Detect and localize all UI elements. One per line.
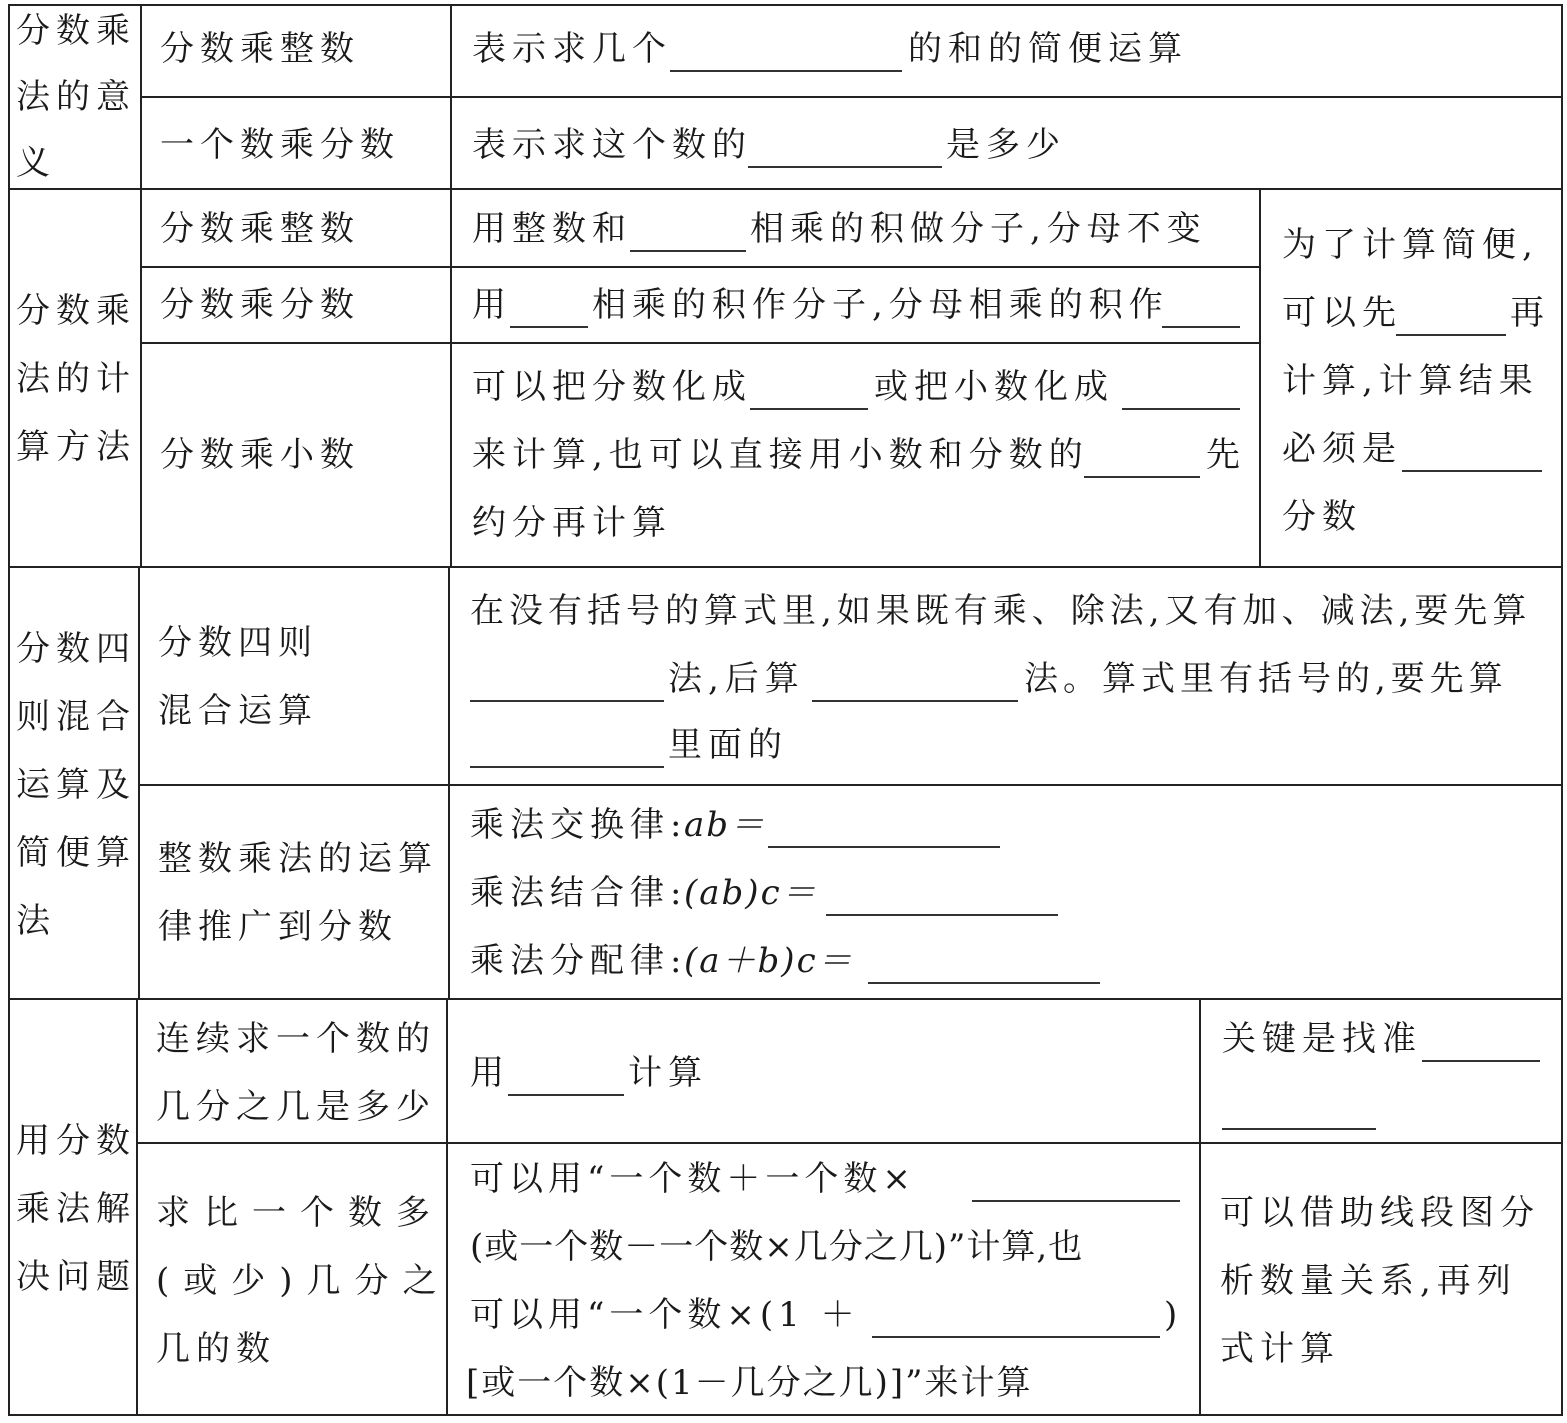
row-name: 连续求一个数的: [156, 1019, 436, 1059]
answer-blank[interactable]: [1084, 476, 1200, 478]
section-divider: [8, 188, 1563, 190]
note-text: 可以先: [1282, 293, 1402, 333]
note-text: 关键是找准: [1222, 1019, 1422, 1059]
answer-blank[interactable]: [872, 1336, 1160, 1338]
category-label: 分数乘: [16, 11, 136, 51]
answer-blank[interactable]: [670, 70, 902, 72]
row-desc: 可以用“一个数×(1 ＋: [470, 1295, 860, 1335]
row-desc: ): [1164, 1295, 1184, 1335]
row-name: 几的数: [156, 1329, 276, 1369]
row-divider: [138, 784, 1563, 786]
answer-blank[interactable]: [508, 1094, 624, 1096]
answer-blank[interactable]: [630, 250, 746, 252]
row-name: 分数乘小数: [160, 435, 360, 475]
row-name: 分数乘整数: [160, 209, 360, 249]
col-divider: [140, 4, 142, 566]
category-label: 运算及: [16, 765, 136, 805]
col-divider: [446, 998, 448, 1416]
category-label: 法的意: [16, 77, 136, 117]
row-desc: 法。算式里有括号的,要先算: [1024, 659, 1508, 699]
answer-blank[interactable]: [826, 914, 1058, 916]
category-label: 分数四: [16, 629, 136, 669]
table-border-right: [1561, 4, 1563, 1416]
law-expression: (a＋b)c＝: [684, 941, 854, 981]
row-desc: 在没有括号的算式里,如果既有乘、除法,又有加、减法,要先算: [470, 591, 1532, 631]
row-desc: 可以把分数化成: [472, 367, 752, 407]
col-divider: [1259, 188, 1261, 566]
row-desc: 约分再计算: [472, 503, 672, 543]
note-text: 为了计算简便,: [1282, 225, 1539, 265]
answer-blank[interactable]: [1422, 1060, 1540, 1062]
row-desc: 用整数和: [472, 209, 632, 249]
row-desc: (或一个数－一个数×几分之几)”计算,也: [470, 1227, 1084, 1267]
row-desc: 计算: [628, 1053, 708, 1093]
row-desc: 来计算,也可以直接用小数和分数的: [472, 435, 1089, 475]
answer-blank[interactable]: [972, 1200, 1180, 1202]
answer-blank[interactable]: [868, 982, 1100, 984]
category-label: 义: [16, 143, 56, 183]
table-border-bottom: [8, 1414, 1563, 1416]
row-desc: 相乘的积做分子,分母不变: [750, 209, 1207, 249]
answer-blank[interactable]: [750, 408, 868, 410]
section-divider: [8, 998, 1563, 1000]
table-border-top: [8, 4, 1563, 6]
row-desc: 用: [472, 285, 512, 325]
row-name: 分数乘整数: [160, 29, 360, 69]
note-text: 析数量关系,再列: [1220, 1261, 1517, 1301]
category-label: 分数乘: [16, 291, 136, 331]
row-name: 一个数乘分数: [160, 125, 400, 165]
category-label: 简便算: [16, 833, 136, 873]
category-label: 法: [16, 901, 56, 941]
row-name: 混合运算: [158, 691, 318, 731]
col-divider: [448, 566, 450, 998]
col-divider: [450, 4, 452, 566]
answer-blank[interactable]: [1396, 334, 1506, 336]
note-text: 分数: [1282, 497, 1362, 537]
row-desc: 先: [1206, 435, 1246, 475]
row-desc: 的和的简便运算: [908, 29, 1188, 69]
answer-blank[interactable]: [1402, 470, 1542, 472]
row-desc: 或把小数化成: [874, 367, 1114, 407]
row-name: 律推广到分数: [158, 907, 398, 947]
col-divider: [136, 998, 138, 1416]
answer-blank[interactable]: [510, 326, 588, 328]
row-name: 几分之几是多少: [156, 1087, 436, 1127]
note-text: 必须是: [1282, 429, 1402, 469]
note-text: 式计算: [1220, 1329, 1340, 1369]
law-expression: ab＝: [684, 805, 767, 845]
row-name: 分数乘分数: [160, 285, 360, 325]
row-divider: [136, 1142, 1563, 1144]
row-desc: 法,后算: [668, 659, 805, 699]
col-divider: [138, 566, 140, 998]
row-desc: 可以用“一个数＋一个数×: [470, 1159, 916, 1199]
law-expression: (ab)c＝: [684, 873, 818, 913]
row-desc: 是多少: [946, 125, 1066, 165]
note-text: 再: [1510, 293, 1550, 333]
category-label: 法的计: [16, 359, 136, 399]
table-border-left: [8, 4, 10, 1416]
answer-blank[interactable]: [1162, 326, 1240, 328]
row-desc: 相乘的积作分子,分母相乘的积作: [592, 285, 1169, 325]
category-label: 则混合: [16, 697, 136, 737]
answer-blank[interactable]: [748, 166, 942, 168]
answer-blank[interactable]: [812, 700, 1018, 702]
row-desc: 表示求几个: [472, 29, 672, 69]
section-divider: [8, 566, 1563, 568]
row-desc: [或一个数×(1－几分之几)]”来计算: [466, 1363, 1033, 1403]
category-label: 乘法解: [16, 1189, 136, 1229]
law-distributive: 乘法分配律:: [470, 941, 688, 981]
category-label: 决问题: [16, 1257, 136, 1297]
row-name: 整数乘法的运算: [158, 839, 438, 879]
row-divider: [140, 342, 1260, 344]
law-associative: 乘法结合律:: [470, 873, 688, 913]
row-desc: 里面的: [668, 725, 788, 765]
row-name: 求比一个数多: [156, 1193, 444, 1233]
note-text: 计算,计算结果: [1282, 361, 1539, 401]
law-commutative: 乘法交换律:: [470, 805, 688, 845]
row-name: (或少)几分之: [156, 1261, 451, 1301]
answer-blank[interactable]: [1122, 408, 1240, 410]
row-desc: 表示求这个数的: [472, 125, 752, 165]
category-label: 用分数: [16, 1121, 136, 1161]
row-divider: [140, 266, 1260, 268]
answer-blank[interactable]: [470, 766, 664, 768]
note-text: 可以借助线段图分: [1220, 1193, 1540, 1233]
category-label: 算方法: [16, 427, 136, 467]
col-divider: [1199, 998, 1201, 1416]
answer-blank[interactable]: [768, 846, 1000, 848]
row-desc: 用: [470, 1053, 510, 1093]
answer-blank[interactable]: [470, 700, 664, 702]
row-divider: [140, 96, 1561, 98]
answer-blank[interactable]: [1222, 1128, 1376, 1130]
row-name: 分数四则: [158, 623, 318, 663]
